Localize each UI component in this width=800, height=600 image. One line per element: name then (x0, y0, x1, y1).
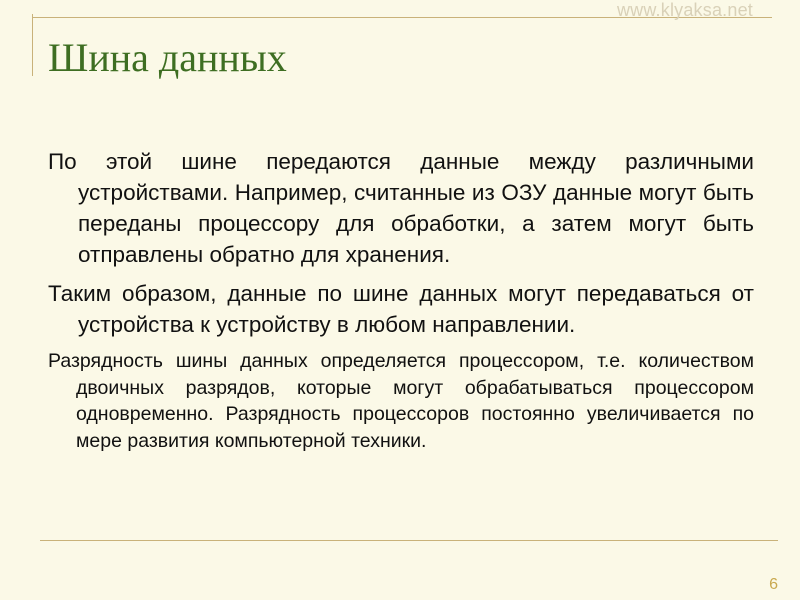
watermark: www.klyaksa.net (616, 0, 753, 20)
slide-title: Шина данных (48, 35, 287, 80)
paragraph-3: Разрядность шины данных определяется процессором, т.е. количеством двоичных разрядов, которые могут обрабатываться процессором одновременно. Разрядность процессоров постоянно увеличивается по мере развития компьютерной техники. (48, 350, 754, 452)
paragraph-1: По этой шине передаются данные между различными устройствами. Например, считанные из ОЗУ данные могут быть переданы процессору для обработки, а затем могут быть отправлены обратно для хранения. (48, 149, 754, 267)
decorative-bottom-rule (40, 540, 778, 541)
slide-number: 6 (769, 576, 778, 593)
decorative-vertical-rule (32, 14, 33, 76)
slide-body (48, 146, 754, 454)
paragraph-2: Таким образом, данные по шине данных могут передаваться от устройства к устройству в любом направлении. (48, 281, 754, 337)
